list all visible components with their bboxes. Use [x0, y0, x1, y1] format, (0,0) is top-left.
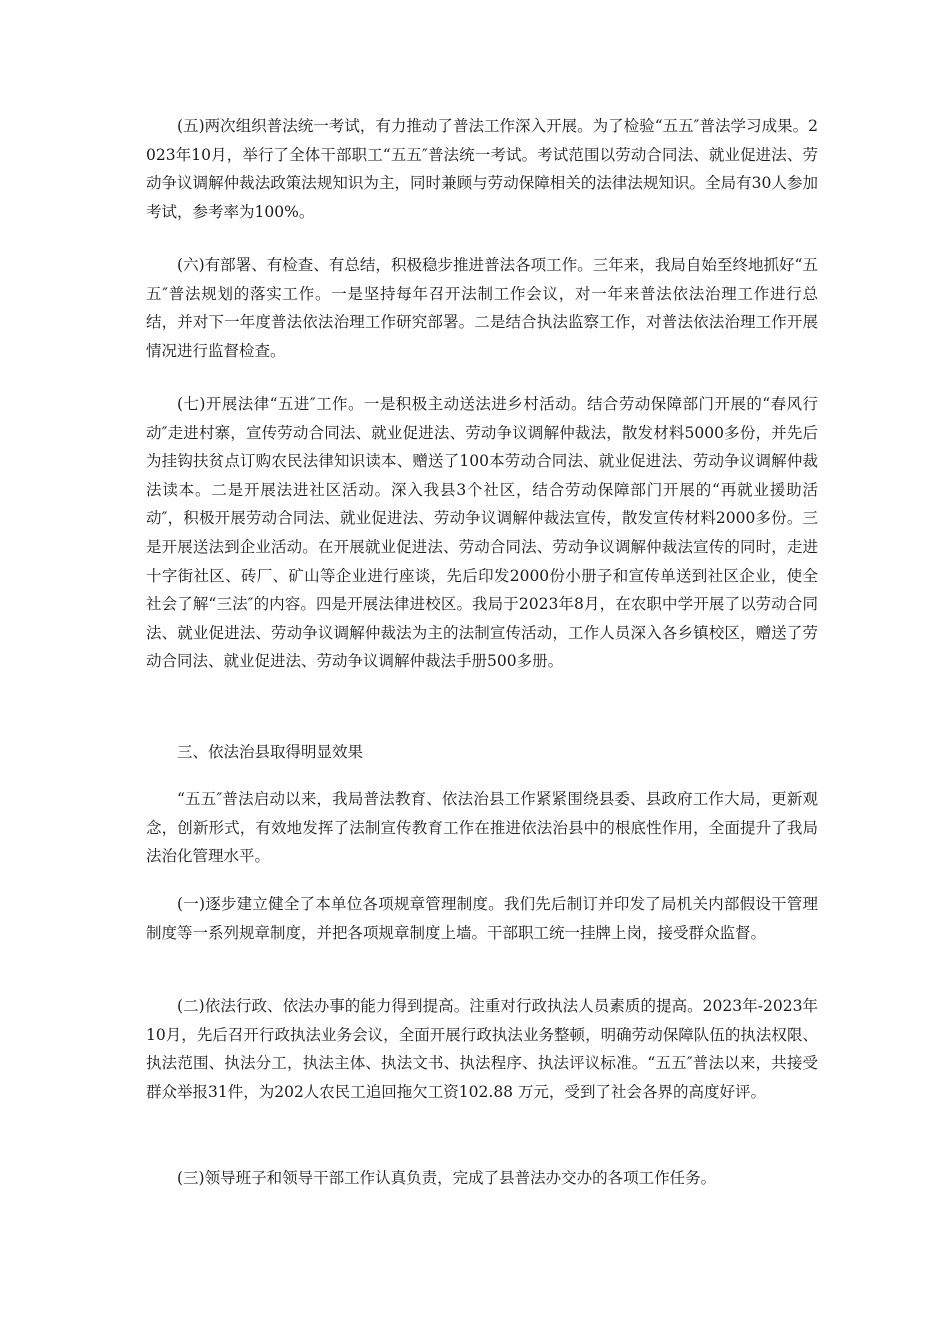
paragraph-five-into: (七)开展法律“五进″工作。一是积极主动送法进乡村活动。结合劳动保障部门开展的“春风行动″走进村寨，宣传劳动合同法、就业促进法、劳动争议调解仲裁法，散发材料5000多份，并先后为挂钩扶贫点订购农民法律知识读本、赠送了100本劳动合同法、就业促进法、劳动争议调解仲裁法读本。二是开展法进社区活动。深入我县3个社区，结合劳动保障部门开展的“再就业援助活动″，积极开展劳动合同法、就业促进法、劳动争议调解仲裁法宣传，散发宣传材料2000多份。三是开展送法到企业活动。在开展就业促进法、劳动合同法、劳动争议调解仲裁法宣传的同时，走进十字街社区、砖厂、矿山等企业进行座谈，先后印发2000份小册子和宣传单送到社区企业，使全社会了解“三法″的内容。四是开展法律进校区。我局于2023年8月，在农职中学开展了以劳动合同法、就业促进法、劳动争议调解仲裁法为主的法制宣传活动，工作人员深入各乡镇校区，赠送了劳动合同法、就业促进法、劳动争议调解仲裁法手册500多册。: [146, 395, 818, 671]
paragraph-exam: (五)两次组织普法统一考试，有力推动了普法工作深入开展。为了检验“五五″普法学习成果。2023年10月，举行了全体干部职工“五五″普法统一考试。考试范围以劳动合同法、就业促进法、劳动争议调解仲裁法政策法规知识为主，同时兼顾与劳动保障相关的法律法规知识。全局有30人参加考试，参考率为100%。: [146, 117, 818, 221]
section-heading: 三、依法治县取得明显效果: [177, 743, 364, 761]
paragraph-administration: (二)依法行政、依法办事的能力得到提高。注重对行政执法人员素质的提高。2023年-2023年10月，先后召开行政执法业务会议，全面开展行政执法业务整顿，明确劳动保障队伍的执法权限、执法范围、执法分工，执法主体、执法文书、执法程序、执法评议标准。“五五″普法以来，共接受群众举报31件，为202人农民工追回拖欠工资102.88 万元，受到了社会各界的高度好评。: [146, 997, 818, 1101]
paragraph-regulations: (一)逐步建立健全了本单位各项规章管理制度。我们先后制订并印发了局机关内部假设干管理制度等一系列规章制度，并把各项规章制度上墙。干部职工统一挂牌上岗，接受群众监督。: [146, 895, 818, 942]
paragraph-section-intro: “五五″普法启动以来，我局普法教育、依法治县工作紧紧围绕县委、县政府工作大局，更新观念，创新形式，有效地发挥了法制宣传教育工作在推进依法治县中的根底性作用，全面提升了我局法治化管理水平。: [146, 790, 818, 866]
paragraph-leadership: (三)领导班子和领导干部工作认真负责，完成了县普法办交办的各项工作任务。: [177, 1169, 717, 1187]
paragraph-deployment: (六)有部署、有检查、有总结，积极稳步推进普法各项工作。三年来，我局自始至终地抓好“五五″普法规划的落实工作。一是坚持每年召开法制工作会议，对一年来普法依法治理工作进行总结，并对下一年度普法依法治理工作研究部署。二是结合执法监察工作，对普法依法治理工作开展情况进行监督检查。: [146, 256, 818, 360]
